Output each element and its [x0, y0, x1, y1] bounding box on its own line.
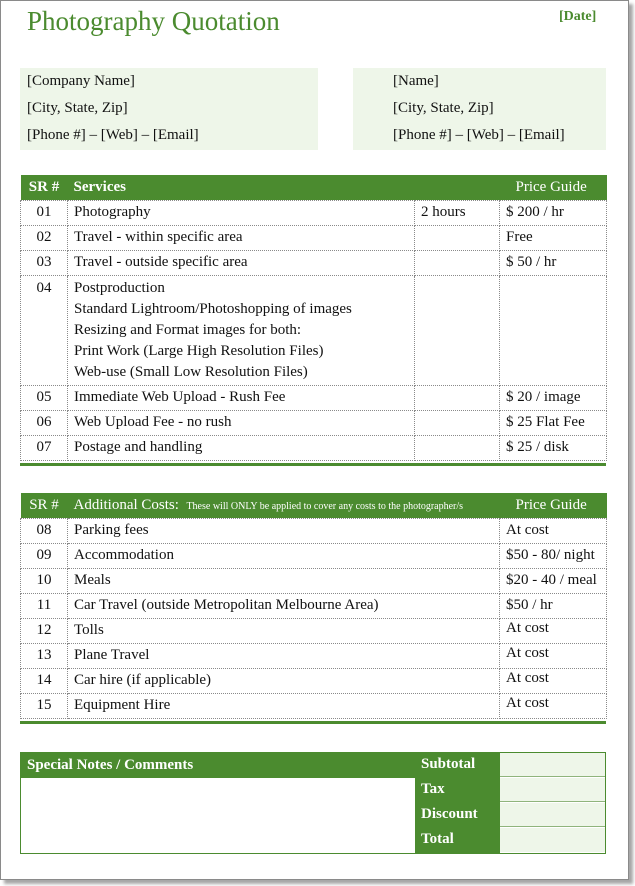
to-contact[interactable]: [Phone #] – [Web] – [Email]	[393, 127, 565, 143]
sr-cell: 06	[21, 410, 68, 435]
total-value[interactable]	[500, 828, 605, 852]
date-field[interactable]: [Date]	[559, 9, 597, 24]
totals-labels	[415, 753, 500, 853]
table-row	[21, 543, 607, 568]
table-row	[21, 250, 607, 275]
qty-cell[interactable]	[415, 250, 500, 275]
sr-cell: 05	[21, 385, 68, 410]
sr-header: SR #	[21, 493, 68, 518]
table-row	[21, 618, 607, 643]
price-cell[interactable]	[500, 275, 607, 385]
price-cell[interactable]: $ 50 / hr	[500, 250, 607, 275]
from-address-block	[20, 68, 318, 150]
service-cell[interactable]: Photography	[68, 200, 415, 225]
item-cell[interactable]: Car Travel (outside Metropolitan Melbourne Area)	[68, 593, 500, 618]
item-cell[interactable]: Tolls	[68, 618, 500, 643]
sr-cell: 13	[21, 643, 68, 668]
service-line: Standard Lightroom/Photoshopping of images	[74, 300, 352, 317]
service-line: Print Work (Large High Resolution Files)	[74, 342, 324, 359]
table-row	[21, 275, 607, 385]
table-row	[21, 668, 607, 693]
sr-cell: 07	[21, 435, 68, 460]
price-cell[interactable]: $ 200 / hr	[500, 200, 607, 225]
sr-cell: 12	[21, 618, 68, 643]
tax-value[interactable]	[500, 778, 605, 802]
sr-cell: 09	[21, 543, 68, 568]
from-contact[interactable]: [Phone #] – [Web] – [Email]	[27, 127, 199, 143]
sr-cell: 03	[21, 250, 68, 275]
to-name[interactable]: [Name]	[393, 73, 439, 89]
price-cell[interactable]: $ 20 / image	[500, 385, 607, 410]
item-cell[interactable]: Meals	[68, 568, 500, 593]
additional-costs-table	[20, 493, 607, 719]
service-cell[interactable]	[68, 275, 415, 385]
price-cell[interactable]: $ 25 Flat Fee	[500, 410, 607, 435]
qty-cell[interactable]	[415, 435, 500, 460]
service-line: Postproduction	[74, 279, 165, 296]
sr-header: SR #	[21, 175, 68, 200]
price-cell[interactable]: At cost	[500, 618, 607, 643]
price-guide-header: Price Guide	[500, 493, 607, 518]
service-line: Resizing and Format images for both:	[74, 321, 302, 338]
item-cell[interactable]: Plane Travel	[68, 643, 500, 668]
sr-cell: 15	[21, 693, 68, 718]
service-cell[interactable]: Web Upload Fee - no rush	[68, 410, 415, 435]
qty-cell[interactable]: 2 hours	[415, 200, 500, 225]
from-company-name[interactable]: [Company Name]	[27, 73, 135, 89]
price-cell[interactable]: At cost	[500, 643, 607, 668]
additional-header-row	[21, 493, 607, 518]
services-header-row	[21, 175, 607, 200]
service-cell[interactable]: Immediate Web Upload - Rush Fee	[68, 385, 415, 410]
notes-and-totals-section	[20, 752, 606, 854]
services-divider	[20, 463, 606, 466]
price-guide-header: Price Guide	[500, 175, 607, 200]
to-city-state-zip[interactable]: [City, State, Zip]	[393, 100, 494, 116]
services-table	[20, 175, 607, 461]
from-city-state-zip[interactable]: [City, State, Zip]	[27, 100, 128, 116]
to-address-block	[353, 68, 606, 150]
service-cell[interactable]: Travel - within specific area	[68, 225, 415, 250]
price-cell[interactable]: $ 25 / disk	[500, 435, 607, 460]
total-label: Total	[421, 831, 454, 847]
table-row	[21, 200, 607, 225]
services-header: Services	[68, 175, 415, 200]
notes-textarea[interactable]	[21, 778, 415, 853]
sr-cell: 10	[21, 568, 68, 593]
price-cell[interactable]: $50 - 80/ night	[500, 543, 607, 568]
discount-value[interactable]	[500, 803, 605, 827]
additional-costs-label: Additional Costs:	[73, 496, 179, 513]
qty-header	[415, 175, 500, 200]
table-row	[21, 568, 607, 593]
price-cell[interactable]: At cost	[500, 693, 607, 718]
table-row	[21, 410, 607, 435]
table-row	[21, 643, 607, 668]
table-row	[21, 435, 607, 460]
special-notes-header: Special Notes / Comments	[21, 753, 415, 778]
table-row	[21, 593, 607, 618]
table-row	[21, 518, 607, 543]
service-cell[interactable]: Travel - outside specific area	[68, 250, 415, 275]
sr-cell: 04	[21, 275, 68, 385]
price-cell[interactable]: $20 - 40 / meal	[500, 568, 607, 593]
service-cell[interactable]: Postage and handling	[68, 435, 415, 460]
sr-cell: 11	[21, 593, 68, 618]
table-row	[21, 385, 607, 410]
item-cell[interactable]: Equipment Hire	[68, 693, 500, 718]
price-cell[interactable]: $50 / hr	[500, 593, 607, 618]
qty-cell[interactable]	[415, 275, 500, 385]
discount-label: Discount	[421, 806, 478, 822]
additional-costs-header	[68, 493, 500, 518]
additional-costs-note: These will ONLY be applied to cover any costs to the photographer/s	[186, 500, 464, 512]
subtotal-value[interactable]	[500, 753, 605, 777]
price-cell[interactable]: At cost	[500, 668, 607, 693]
price-cell[interactable]: At cost	[500, 518, 607, 543]
service-line: Web-use (Small Low Resolution Files)	[74, 363, 308, 380]
item-cell[interactable]: Car hire (if applicable)	[68, 668, 500, 693]
subtotal-label: Subtotal	[421, 756, 476, 772]
qty-cell[interactable]	[415, 225, 500, 250]
item-cell[interactable]: Parking fees	[68, 518, 500, 543]
item-cell[interactable]: Accommodation	[68, 543, 500, 568]
sr-cell: 08	[21, 518, 68, 543]
qty-cell[interactable]	[415, 410, 500, 435]
price-cell[interactable]: Free	[500, 225, 607, 250]
sr-cell: 02	[21, 225, 68, 250]
qty-cell[interactable]	[415, 385, 500, 410]
table-row	[21, 693, 607, 718]
sr-cell: 14	[21, 668, 68, 693]
table-row	[21, 225, 607, 250]
additional-divider	[20, 721, 606, 724]
page-title: Photography Quotation	[27, 6, 280, 36]
sr-cell: 01	[21, 200, 68, 225]
tax-label: Tax	[421, 781, 445, 797]
